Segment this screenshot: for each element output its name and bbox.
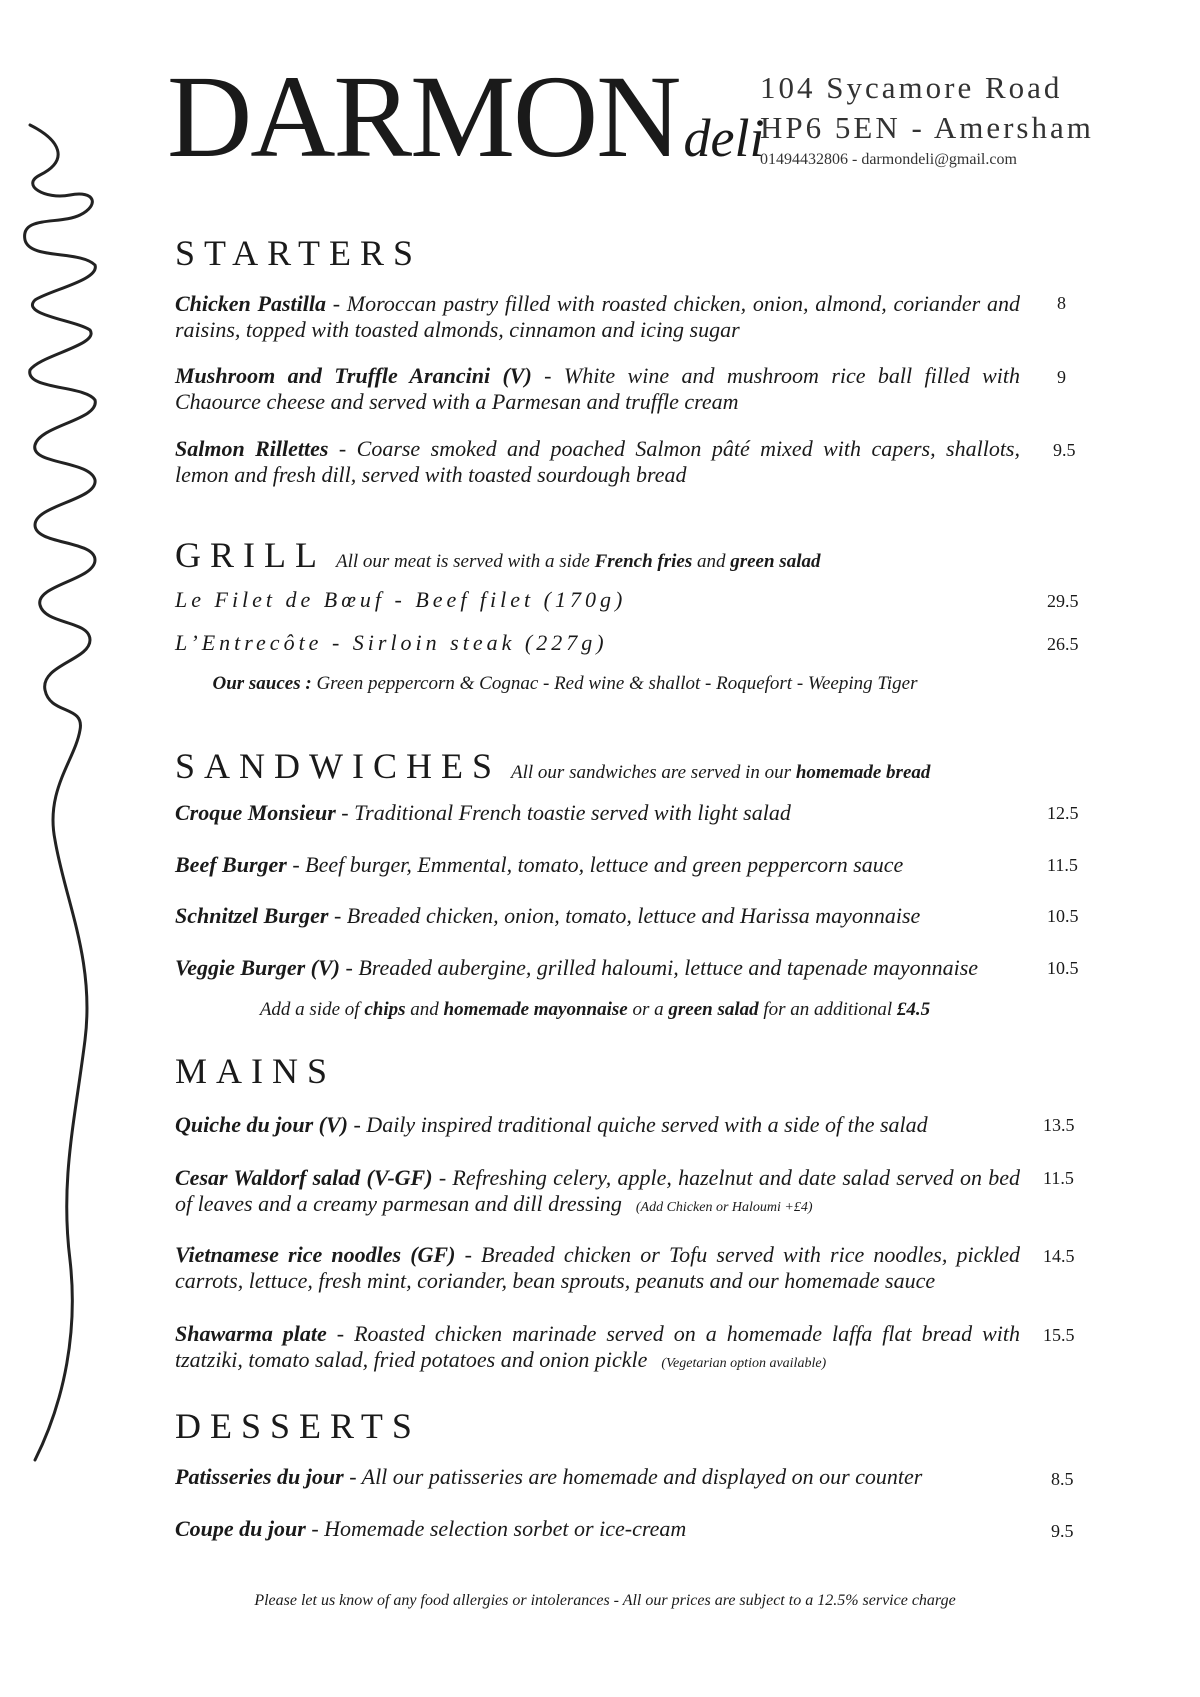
item-price: 26.5 [1047, 634, 1079, 654]
note-bold: homemade bread [795, 762, 931, 783]
item-price: 14.5 [1043, 1246, 1075, 1266]
note-bold: green salad [730, 551, 821, 572]
item-name: Shawarma plate [175, 1321, 327, 1346]
section-title: GRILL [175, 535, 326, 575]
menu-item [175, 1165, 1020, 1221]
item-price: 9.5 [1051, 1521, 1074, 1541]
item-desc: - Breaded chicken or Tofu served with rice noodles, pickled carrots, lettuce, fresh mint, coriander, bean sprouts, peanuts and our homemade sauce [175, 1242, 1021, 1293]
item-price: 15.5 [1043, 1325, 1075, 1345]
item-name: Vietnamese rice noodles (GF) [175, 1242, 456, 1267]
grill-item: Le Filet de Bœuf - Beef filet (170g) [175, 587, 627, 612]
menu-item [175, 291, 1020, 343]
item-desc: - Beef burger, Emmental, tomato, lettuce and green peppercorn sauce [286, 852, 904, 877]
item-desc: - All our patisseries are homemade and displayed on our counter [343, 1464, 923, 1489]
section-note [336, 551, 821, 572]
note-bold: French fries [594, 551, 693, 572]
item-name: Patisseries du jour [175, 1464, 344, 1489]
sandwiches-heading [175, 745, 930, 787]
item-price: 12.5 [1047, 803, 1079, 823]
grill-heading [175, 534, 820, 576]
item-desc: - Coarse smoked and poached Salmon pâté mixed with capers, shallots, lemon and fresh dill, served with toasted sourdough bread [175, 436, 1020, 487]
note-bold: chips [364, 999, 406, 1020]
item-desc: - White wine and mushroom rice ball filled with Chaource cheese and served with a Parmesan and truffle cream [175, 363, 1020, 414]
item-price: 29.5 [1047, 591, 1079, 611]
item-desc: - Refreshing celery, apple, hazelnut and date salad served on bed of leaves and a creamy parmesan and dill dressing [175, 1165, 1020, 1216]
item-name: Schnitzel Burger [175, 903, 329, 928]
note-bold: Our sauces : [212, 673, 312, 694]
menu-item [175, 1321, 1020, 1377]
item-name: Croque Monsieur [175, 800, 336, 825]
note-text: Add a side of [259, 999, 365, 1020]
item-price: 11.5 [1043, 1168, 1074, 1188]
address-street: 104 Sycamore Road [760, 70, 1063, 105]
note-text: and [692, 551, 731, 572]
section-title: MAINS [175, 1051, 337, 1091]
section-note [511, 762, 930, 783]
item-price: 8.5 [1051, 1469, 1074, 1489]
item-name: Beef Burger [175, 852, 287, 877]
item-desc: - Moroccan pastry filled with roasted chicken, onion, almond, coriander and raisins, topped with toasted almonds, cinnamon and icing sugar [175, 291, 1020, 342]
note-text: or a [627, 999, 669, 1020]
note-text: for an additional [758, 999, 897, 1020]
item-desc: - Homemade selection sorbet or ice-cream [305, 1516, 687, 1541]
sauces-note [175, 673, 955, 695]
item-note: (Add Chicken or Haloumi +£4) [635, 1200, 813, 1215]
address-postcode: HP6 5EN - Amersham [760, 110, 1094, 145]
grill-item: L’Entrecôte - Sirloin steak (227g) [175, 630, 608, 655]
brand-logo [167, 51, 765, 182]
section-title: SANDWICHES [175, 746, 502, 786]
menu-item [175, 1112, 1020, 1138]
menu-item [175, 1242, 1020, 1294]
menu-item [175, 800, 1020, 826]
menu-item [175, 1516, 1020, 1542]
item-name: Coupe du jour [175, 1516, 306, 1541]
item-desc: - Traditional French toastie served with light salad [335, 800, 791, 825]
item-name: Mushroom and Truffle Arancini (V) [175, 363, 532, 388]
lunch-menu-script [0, 0, 120, 1697]
item-note: (Vegetarian option available) [661, 1356, 827, 1371]
item-price: 9 [1057, 367, 1066, 387]
starters-heading [175, 232, 422, 274]
item-desc: - Roasted chicken marinade served on a homemade laffa flat bread with tzatziki, tomato salad, fried potatoes and onion pickle [175, 1321, 1020, 1372]
mains-heading [175, 1050, 336, 1092]
item-name: Chicken Pastilla [175, 291, 326, 316]
brand-name: DARMON [167, 51, 680, 182]
item-price: 10.5 [1047, 958, 1079, 978]
allergy-footer: Please let us know of any food allergies or intolerances - All our prices are subject to a 12.5% service charge [254, 1592, 956, 1609]
item-price: 8 [1057, 293, 1066, 313]
item-desc: - Breaded chicken, onion, tomato, lettuce and Harissa mayonnaise [328, 903, 921, 928]
menu-item [175, 955, 1020, 981]
desserts-heading [175, 1405, 421, 1447]
address-contact: 01494432806 - darmondeli@gmail.com [760, 151, 1017, 168]
note-bold: green salad [668, 999, 759, 1020]
item-name: Quiche du jour (V) [175, 1112, 348, 1137]
item-desc: - Breaded aubergine, grilled haloumi, lettuce and tapenade mayonnaise [340, 955, 979, 980]
note-text: All our meat is served with a side [335, 551, 595, 572]
menu-item [175, 903, 1020, 929]
address-block [760, 68, 1094, 172]
note-text: All our sandwiches are served in our [511, 762, 796, 783]
item-name: Cesar Waldorf salad (V-GF) [175, 1165, 433, 1190]
item-name: Veggie Burger (V) [175, 955, 340, 980]
menu-item [175, 436, 1020, 488]
note-bold: £4.5 [896, 999, 931, 1020]
note-text: and [405, 999, 444, 1020]
item-price: 11.5 [1047, 855, 1078, 875]
brand-sub: deli [683, 108, 765, 168]
section-title: DESSERTS [175, 1406, 421, 1446]
menu-item [175, 852, 1020, 878]
note-bold: homemade mayonnaise [443, 999, 628, 1020]
item-price: 10.5 [1047, 906, 1079, 926]
menu-item [175, 1464, 1020, 1490]
item-name: Salmon Rillettes [175, 436, 329, 461]
note-text: Green peppercorn & Cognac - Red wine & shallot - Roquefort - Weeping Tiger [311, 673, 918, 694]
item-price: 13.5 [1043, 1115, 1075, 1135]
menu-item [175, 363, 1020, 415]
sides-note [205, 999, 985, 1021]
item-price: 9.5 [1053, 440, 1076, 460]
item-desc: - Daily inspired traditional quiche served with a side of the salad [347, 1112, 928, 1137]
section-title: STARTERS [175, 233, 422, 273]
